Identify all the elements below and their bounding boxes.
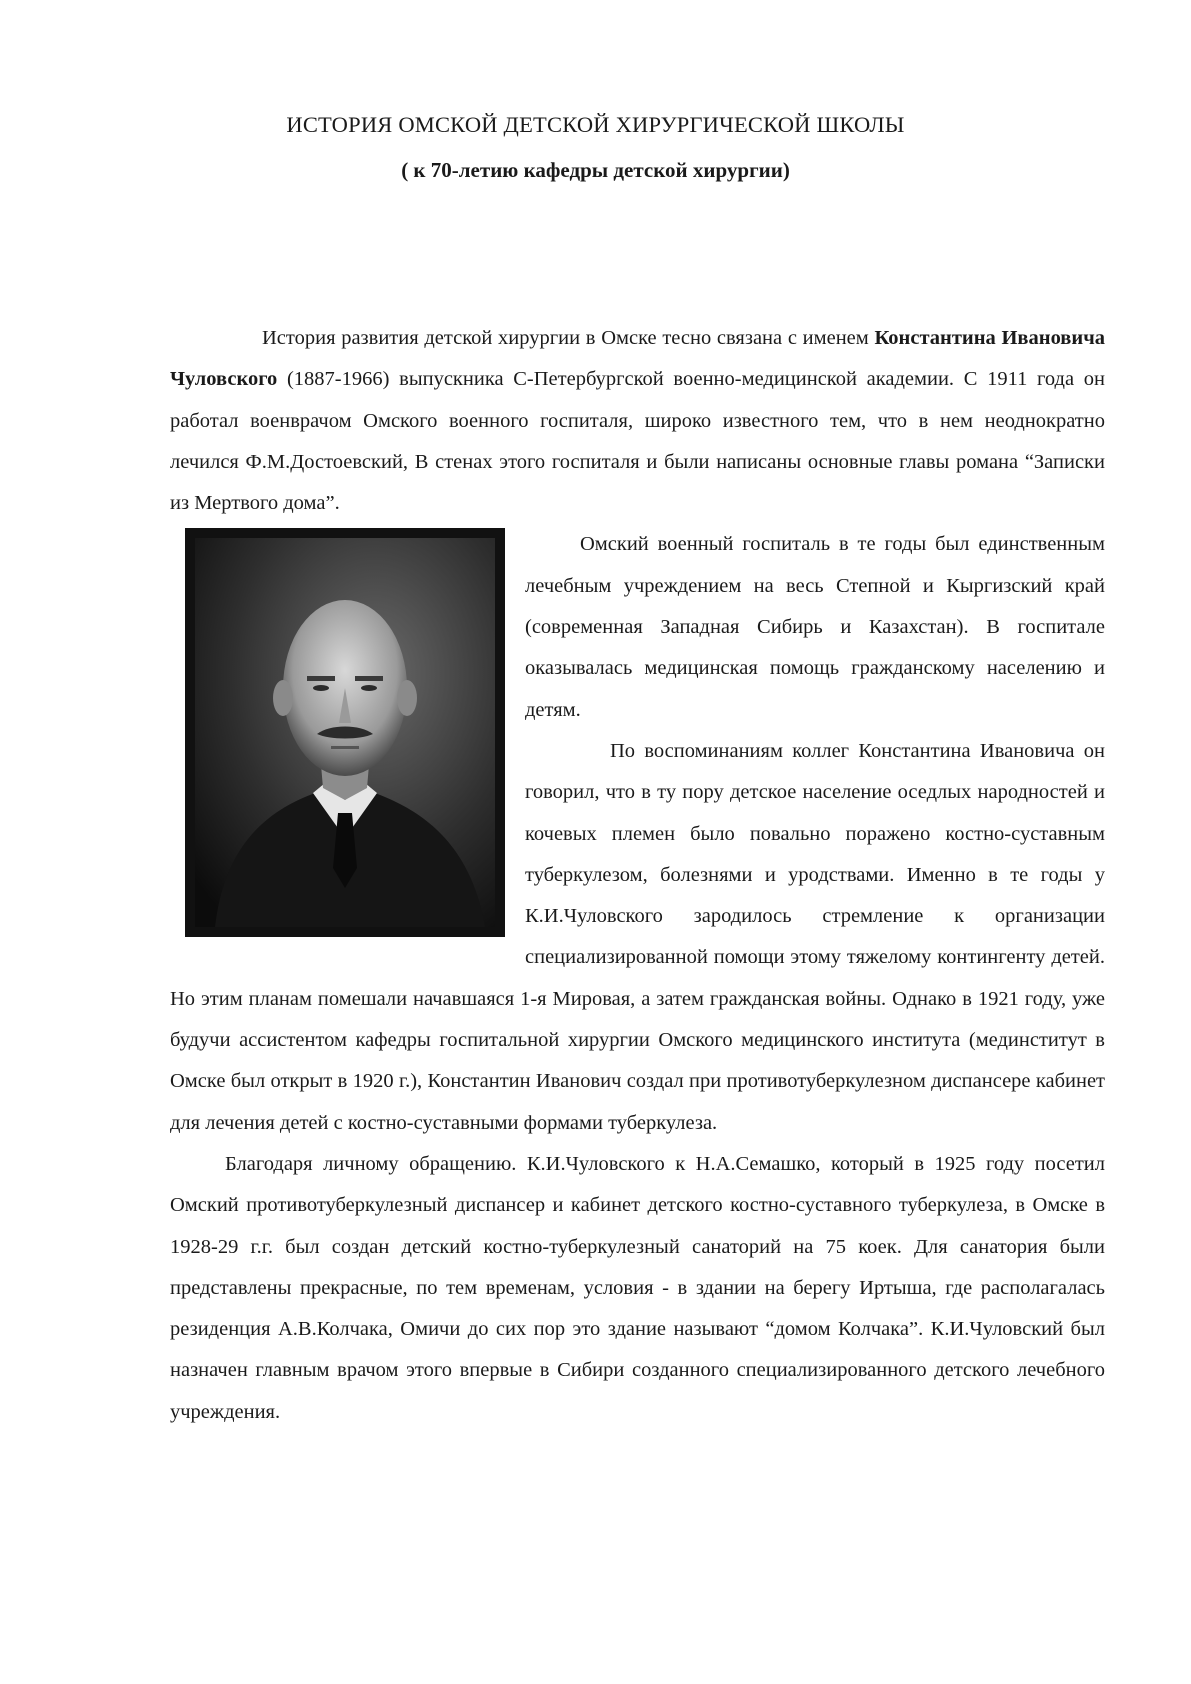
paragraph-3: По воспоминаниям коллег Константина Ивановича он говорил, что в ту пору детское население оседлых народностей и кочевых племен было повально поражено костно-суставным туберкулезом, болезнями и уродствами. Именно в те годы у К.И.Чуловского зародилось стремление к организации специализированной помощи этому тяжелому контингенту детей. Но этим планам помешали начавшаяся 1-я Мировая, а затем гражданская войны. Однако в 1921 году, уже будучи ассистентом кафедры госпитальной хирургии Омского медицинского института (мединститут в Омске был открыт в 1920 г.), Константин Иванович создал при противотуберкулезном диспансере кабинет для лечения детей с костно-суставными формами туберкулеза. — [170, 739, 1105, 1134]
portrait-photo — [185, 528, 505, 937]
page-subtitle: ( к 70-летию кафедры детской хирургии) — [401, 158, 790, 182]
paragraph-2: Омский военный госпиталь в те годы был единственным лечебным учреждением на весь Степной и Кыргизский край (современная Западная Сибирь и Казахстан). В госпитале оказывалась медицинская помощь гражданскому населению и детям. — [525, 533, 1105, 721]
article-body — [170, 318, 1105, 1433]
page-title: ИСТОРИЯ ОМСКОЙ ДЕТСКОЙ ХИРУРГИЧЕСКОЙ ШКОЛЫ — [286, 112, 905, 137]
paragraph-1-lead: История развития детской хирургии в Омске тесно связана с именем — [262, 327, 875, 349]
portrait-image — [195, 538, 495, 927]
paragraph-4: Благодаря личному обращению. К.И.Чуловского к Н.А.Семашко, который в 1925 году посетил Омский противотуберкулезный диспансер и кабинет детского костно-суставного туберкулеза, в Омске в 1928-29 г.г. был создан детский костно-туберкулезный санаторий на 75 коек. Для санатория были представлены прекрасные, по тем временам, условия - в здании на берегу Иртыша, где располагалась резиденция А.В.Колчака, Омичи до сих пор это здание называют “домом Колчака”. К.И.Чуловский был назначен главным врачом этого впервые в Сибири созданного специализированного детского лечебного учреждения. — [170, 1152, 1105, 1423]
person-name: Константина Ивановича Чуловского — [170, 327, 1106, 391]
paragraph-1-rest: (1887-1966) выпускника С-Петербургской военно-медицинской академии. С 1911 года он работал военврачом Омского военного госпиталя, широко известного тем, что в нем неоднократно лечился Ф.М.Достоевский, В стенах этого госпиталя и были написаны основные главы романа “Записки из Мертвого дома”. — [170, 368, 1105, 515]
paragraph-1 — [170, 318, 1105, 524]
